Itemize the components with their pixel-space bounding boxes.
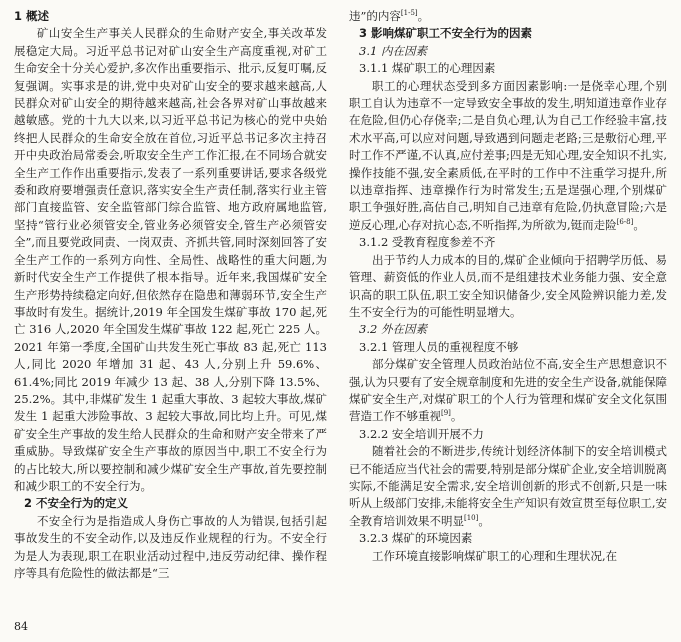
citation-ref: [9] — [441, 409, 451, 418]
section-2-heading: 2 不安全行为的定义 — [24, 496, 129, 511]
sentence-end: 。 — [633, 217, 645, 232]
sentence-end: 。 — [417, 9, 430, 23]
section-3-2-2-body — [349, 443, 667, 530]
citation-ref: [1-5] — [400, 9, 418, 18]
section-3-1-2-heading: 3.1.2 受教育程度参差不齐 — [359, 235, 496, 250]
section-3-2-heading: 3.2 外在因素 — [359, 322, 427, 337]
section-3-1-1-text: 职工的心理状态受到多方面因素影响:一是侥幸心理,个别职工自认为违章不一定导致安全事故的发生,明知道违章作业存在危险,但仍心存侥幸;二是自负心理,认为自己工作经验丰富,技术水平高,可以应对问题,导致遇到问题走老路;三是敷衍心理,平时工作不严谨,不认真,应付差事;四是无知心理,安全知识不扎实,操作技能不强,安全素质低,在平时的工作中不注重学习提升,所以违章指挥、违章操作行为时常发生;五是逞强心理,个别煤矿职工争强好胜,高估自己,明知自己违章有危险,仍执意冒险;六是逆反心理,心存对抗心态,不听指挥,为所欲为,铤而走险 — [349, 78, 667, 232]
section-3-2-2-text: 随着社会的不断进步,传统计划经济体制下的安全培训模式已不能适应当代社会的需要,特别是部分煤矿企业,安全培训脱离实际,不能满足安全需求,安全培训创新的形式不创新,只是一味听从上级部门安排,未能将安全生产知识有效宣贯至每位职工,安全教育培训效果不明显 — [349, 444, 667, 528]
section-3-2-1-heading: 3.2.1 管理人员的重视程度不够 — [359, 339, 519, 354]
right-column — [349, 8, 667, 565]
section-3-1-1-heading: 3.1.1 煤矿职工的心理因素 — [359, 61, 496, 76]
section-3-1-heading: 3.1 内在因素 — [359, 43, 427, 58]
section-3-2-3-heading: 3.2.3 煤矿的环境因素 — [359, 531, 473, 546]
section-3-2-1-body — [349, 356, 667, 426]
continuation-paragraph — [349, 8, 667, 25]
sentence-end: 。 — [478, 513, 490, 528]
section-1-heading: 1 概述 — [14, 9, 50, 23]
section-2-body: 不安全行为是指造成人身伤亡事故的人为错误,包括引起事故发生的不安全动作,以及违反作业规程的行为。不安全行为是人为表现,职工在职业活动过程中,违反劳动纪律、操作程序等具有危险性的做法都是“三 — [14, 513, 327, 580]
section-3-2-3-body: 工作环境直接影响煤矿职工的心理和生理状况,在 — [372, 548, 618, 563]
section-3-1-2-body: 出于节约人力成本的目的,煤矿企业倾向于招聘学历低、易管理、薪资低的作业人员,而不是组建技术业务能力强、安全意识高的职工队伍,职工安全知识储备少,安全风险辨识能力差,发生不安全行为的可能性明显增大。 — [349, 252, 667, 319]
section-1-body: 矿山安全生产事关人民群众的生命财产安全,事关改革发展稳定大局。习近平总书记对矿山安全生产高度重视,对矿工生命安全十分关心爱护,多次作出重要指示、批示,反复叮嘱,反复强调。实事求是的讲,党中央对矿山安全的要求越来越高,人民群众对矿山安全的期待越来越高,社会各界对矿山事故越来越敏感。党的十九大以来,以习近平总书记为核心的党中央始终把人民群众的生命安全放在首位,习近平总书记多次主持召开中央政治局常委会,听取安全生产工作汇报,在不同场合就安全生产工作作出重要指示,发表了一系列重要讲话,要求各级党委和政府要增强责任意识,落实安全生产责任制,落实行业主管部门直接监管、安全监管部门综合监管、地方政府属地监管,坚持“管行业必须管安全,管业务必须管安全,管生产必须管安全”,而且要党政同责、一岗双责、齐抓共管,同时深刻回答了安全生产工作的一系列方向性、全局性、战略性的重大问题,为新时代安全生产工作提供了根本指导。近年来,我国煤矿安全生产形势持续稳定向好,但依然存在隐患和薄弱环节,安全生产事故时有发生。据统计,2019 年全国发生煤矿事故 170 起,死亡 316 人,2020 年全国发生煤矿事故 122 起,死亡 225 人。2021 年第一季度,全国矿山共发生死亡事故 83 起,死亡 113 人,同比 2020 年增加 31 起、43 人,分别上升 59.6%、61.4%;同比 2019 年减少 13 起、38 人,分别下降 13.5%、25.2%。其中,非煤矿发生 1 起重大事故、3 起较大事故,煤矿发生 1 起重大涉险事故、3 起较大事故,同比均上升。可见,煤矿安全生产事故的发生给人民群众的生命和财产安全带来了严重威胁。导致煤矿安全生产事故的原因当中,职工不安全行为的占比较大,所以要控制和减少煤矿安全生产事故,首先要控制和减少职工的不安全行为。 — [14, 26, 327, 493]
section-3-2-2-heading: 3.2.2 安全培训开展不力 — [359, 426, 484, 441]
left-column — [14, 8, 327, 582]
section-3-1-1-body — [349, 78, 667, 235]
citation-ref: [6-8] — [616, 218, 634, 227]
section-3-heading: 3 影响煤矿职工不安全行为的因素 — [359, 26, 533, 41]
sentence-end: 。 — [450, 409, 463, 424]
citation-ref: [10] — [464, 513, 479, 522]
page-number: 84 — [14, 620, 28, 633]
section-3-2-1-text: 部分煤矿安全管理人员政治站位不高,安全生产思想意识不强,认为只要有了安全规章制度和先进的安全生产设备,就能保障煤矿安全生产,对煤矿职工的个人行为管理和煤矿安全文化氛围营造工作不够重视 — [349, 357, 667, 424]
continuation-text: 违”的内容 — [349, 9, 401, 23]
